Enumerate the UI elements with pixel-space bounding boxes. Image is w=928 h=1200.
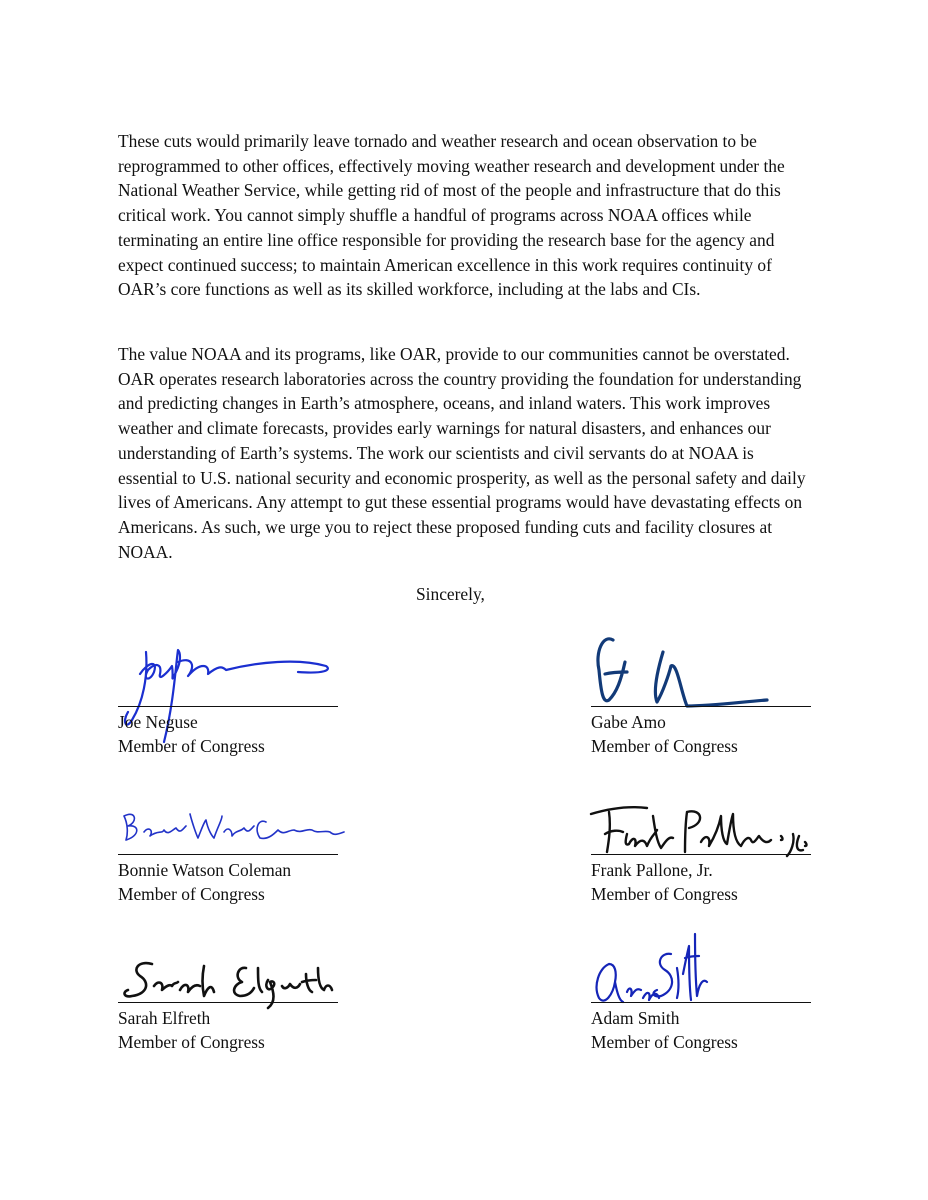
- letter-paragraph-2: The value NOAA and its programs, like OAR, provide to our communities cannot be overstated. OAR operates research laboratories across the country providing the foundation for understanding and predicting changes in Earth’s atmosphere, oceans, and inland waters. This work improves weather and climate forecasts, provides early warnings for natural disasters, and enhances our understanding of Earth’s systems. The work our scientists and civil servants do at NOAA is essential to U.S. national security and economic prosperity, as well as the personal safety and daily lives of Americans. Any attempt to gut these essential programs would have devastating effects on Americans. As such, we urge you to reject these proposed funding cuts and facility closures at NOAA.: [118, 344, 806, 562]
- signature-line: [591, 854, 811, 855]
- signature-coleman-stroke: [124, 814, 344, 840]
- signature-line: [591, 706, 811, 707]
- signatory-title: Member of Congress: [118, 1032, 265, 1052]
- signatory-name: Gabe Amo: [591, 712, 666, 732]
- signature-smith: [591, 924, 821, 1010]
- signatory-name: Bonnie Watson Coleman: [118, 860, 292, 880]
- signature-line: [591, 1002, 811, 1003]
- signatory-title: Member of Congress: [591, 1032, 738, 1052]
- signature-amo: [591, 622, 821, 722]
- signatory-title: Member of Congress: [118, 884, 265, 904]
- signature-amo-stroke: [598, 639, 767, 706]
- signature-pallone: [591, 796, 821, 866]
- signature-smith-stroke: [597, 934, 707, 1002]
- signatory-title: Member of Congress: [591, 884, 738, 904]
- signature-line: [118, 706, 338, 707]
- signature-line: [118, 1002, 338, 1003]
- signature-pallone-stroke: [591, 807, 807, 856]
- signatory-title: Member of Congress: [118, 736, 265, 756]
- signature-line: [118, 854, 338, 855]
- signature-elfreth: [118, 956, 348, 1012]
- signatory-title: Member of Congress: [591, 736, 738, 756]
- closing-salutation: Sincerely,: [416, 584, 485, 604]
- letter-paragraph-1: These cuts would primarily leave tornado and weather research and ocean observation to be reprogrammed to other offices, effectively moving weather research and development under the National Weather Service, while getting rid of most of the people and infrastructure that do this critical work. You cannot simply shuffle a handful of programs across NOAA offices while terminating an entire line office responsible for providing the research base for the agency and expect continued success; to maintain American excellence in this work requires continuity of OAR’s core functions as well as its skilled workforce, including at the labs and CIs.: [118, 131, 785, 300]
- signatory-name: Adam Smith: [591, 1008, 680, 1028]
- signature-coleman: [118, 800, 348, 860]
- signatory-name: Sarah Elfreth: [118, 1008, 211, 1028]
- signatory-name: Joe Neguse: [118, 712, 198, 732]
- signatory-name: Frank Pallone, Jr.: [591, 860, 713, 880]
